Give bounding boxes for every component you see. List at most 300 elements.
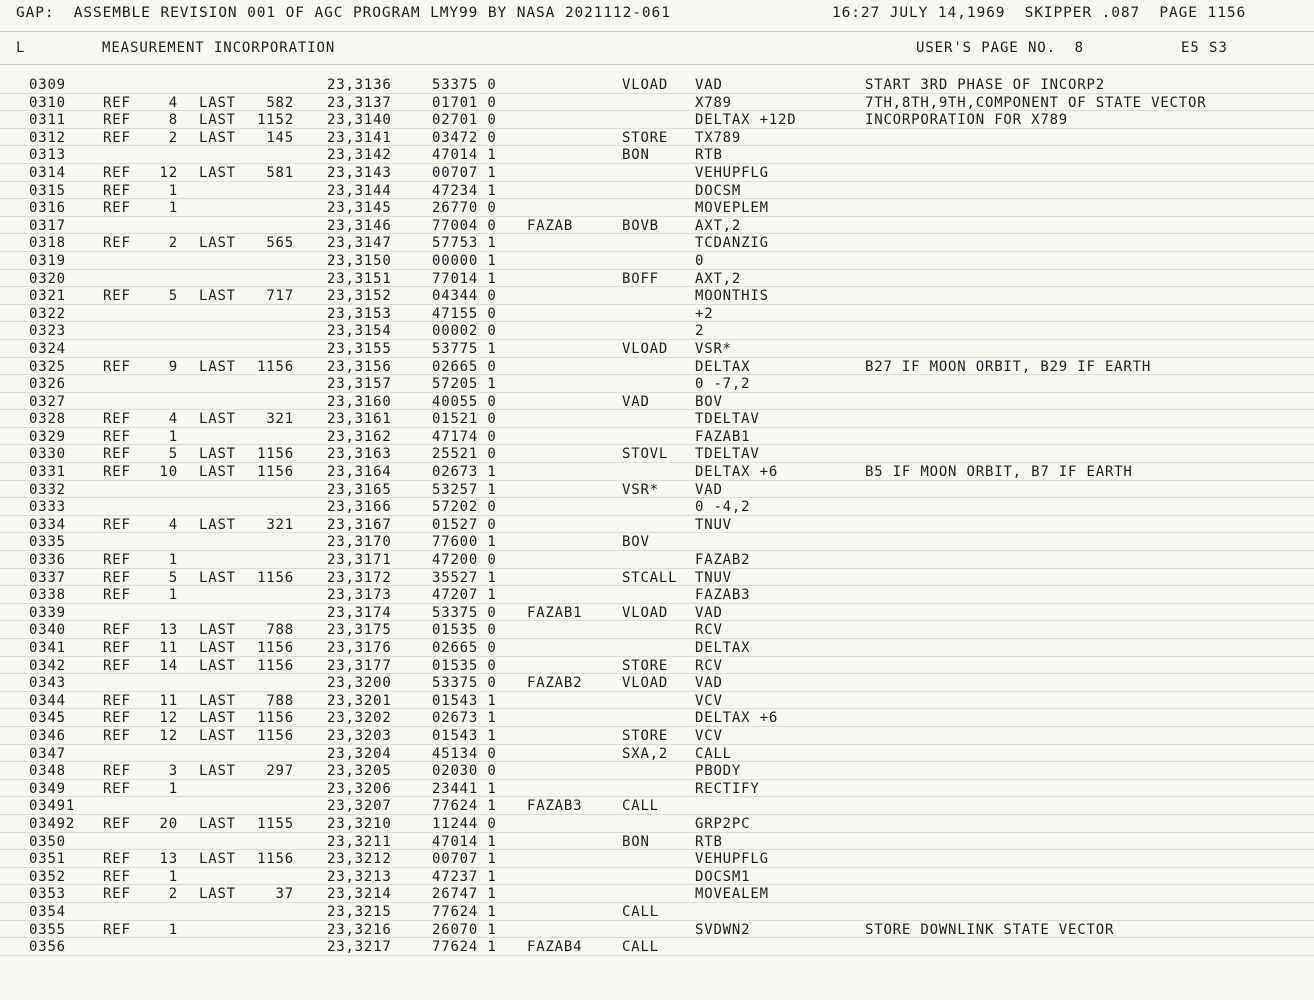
line-number: 0320 <box>29 270 66 287</box>
opcode: BON <box>622 833 650 850</box>
octal-word: 47174 0 <box>432 428 497 445</box>
octal-word: 77624 1 <box>432 798 497 815</box>
operand: 2 <box>695 323 705 340</box>
octal-word: 01527 0 <box>432 516 497 533</box>
address: 23,3152 <box>327 288 392 305</box>
listing-row <box>0 94 1314 112</box>
line-number: 0340 <box>29 622 66 639</box>
ref-keyword: REF <box>103 464 131 481</box>
ref-count: 11 <box>159 640 178 656</box>
ref-count: 2 <box>168 235 178 252</box>
last-keyword: LAST <box>199 446 236 463</box>
address: 23,3217 <box>327 939 392 956</box>
user-page-number: USER'S PAGE NO. 8 <box>916 40 1084 56</box>
ref-count: 12 <box>159 710 178 727</box>
octal-word: 26770 0 <box>432 200 497 217</box>
address: 23,3163 <box>327 446 392 463</box>
operand: DELTAX <box>695 358 751 375</box>
listing-row <box>0 358 1314 376</box>
address: 23,3156 <box>327 358 392 375</box>
listing-row <box>0 762 1314 780</box>
octal-word: 00002 0 <box>432 323 497 340</box>
operand: X789 <box>695 94 732 111</box>
octal-word: 57753 1 <box>432 235 497 252</box>
address: 23,3201 <box>327 692 392 709</box>
last-keyword: LAST <box>199 622 236 639</box>
listing-row <box>0 938 1314 956</box>
operand: TNUV <box>695 569 732 586</box>
listing-row <box>0 639 1314 657</box>
listing-row <box>0 833 1314 851</box>
address: 23,3136 <box>327 77 392 93</box>
operand: PBODY <box>695 763 742 780</box>
ref-count: 3 <box>168 763 178 780</box>
last-keyword: LAST <box>199 358 236 375</box>
line-number: 0350 <box>29 833 66 850</box>
octal-word: 00707 1 <box>432 164 497 181</box>
line-number: 0311 <box>29 112 66 129</box>
section-title: MEASUREMENT INCORPORATION <box>102 40 336 56</box>
line-number: 0353 <box>29 886 66 903</box>
address: 23,3146 <box>327 217 392 234</box>
address: 23,3207 <box>327 798 392 815</box>
line-number: 0310 <box>29 94 66 111</box>
opcode: CALL <box>622 939 659 956</box>
listing-row <box>0 815 1314 833</box>
line-number: 0325 <box>29 358 66 375</box>
last-page: 1152 <box>257 112 294 129</box>
octal-word: 77004 0 <box>432 217 497 234</box>
address: 23,3214 <box>327 886 392 903</box>
comment: B27 IF MOON ORBIT, B29 IF EARTH <box>865 358 1152 375</box>
operand: FAZAB2 <box>695 552 751 569</box>
ref-keyword: REF <box>103 727 131 744</box>
last-keyword: LAST <box>199 112 236 129</box>
last-keyword: LAST <box>199 710 236 727</box>
last-keyword: LAST <box>199 569 236 586</box>
operand: AXT,2 <box>695 270 742 287</box>
listing-row <box>0 569 1314 587</box>
comment: INCORPORATION FOR X789 <box>865 112 1069 129</box>
octal-word: 53375 0 <box>432 77 497 93</box>
octal-word: 03472 0 <box>432 129 497 146</box>
address: 23,3143 <box>327 164 392 181</box>
listing-row <box>0 234 1314 252</box>
last-keyword: LAST <box>199 763 236 780</box>
listing-row <box>0 551 1314 569</box>
line-number: 0343 <box>29 675 66 692</box>
octal-word: 01701 0 <box>432 94 497 111</box>
listing-row <box>0 252 1314 270</box>
operand: TDELTAV <box>695 411 760 428</box>
ref-keyword: REF <box>103 763 131 780</box>
ref-keyword: REF <box>103 200 131 217</box>
address: 23,3203 <box>327 727 392 744</box>
listing-row <box>0 287 1314 305</box>
address: 23,3140 <box>327 112 392 129</box>
listing-row <box>0 903 1314 921</box>
last-keyword: LAST <box>199 464 236 481</box>
ref-count: 1 <box>168 780 178 797</box>
listing-row <box>0 885 1314 903</box>
operand: +2 <box>695 305 714 322</box>
last-page: 321 <box>266 516 294 533</box>
operand: DOCSM1 <box>695 868 751 885</box>
ref-count: 5 <box>168 288 178 305</box>
operand: GRP2PC <box>695 815 751 832</box>
last-page: 1156 <box>257 569 294 586</box>
last-keyword: LAST <box>199 727 236 744</box>
listing-row <box>0 146 1314 164</box>
octal-word: 77624 1 <box>432 939 497 956</box>
line-number: 0312 <box>29 129 66 146</box>
octal-word: 53257 1 <box>432 481 497 498</box>
address: 23,3173 <box>327 587 392 604</box>
last-keyword: LAST <box>199 640 236 656</box>
opcode: BOVB <box>622 217 659 234</box>
opcode: STORE <box>622 129 669 146</box>
opcode: VLOAD <box>622 77 669 93</box>
line-number: 0347 <box>29 745 66 762</box>
line-number: 0317 <box>29 217 66 234</box>
address: 23,3213 <box>327 868 392 885</box>
listing-row <box>0 868 1314 886</box>
last-keyword: LAST <box>199 288 236 305</box>
listing-row <box>0 498 1314 516</box>
last-page: 1156 <box>257 657 294 674</box>
octal-word: 02673 1 <box>432 710 497 727</box>
operand: RCV <box>695 657 723 674</box>
ref-keyword: REF <box>103 94 131 111</box>
ref-count: 12 <box>159 164 178 181</box>
listing-row <box>0 586 1314 604</box>
listing-row <box>0 217 1314 235</box>
last-page: 297 <box>266 763 294 780</box>
address: 23,3176 <box>327 640 392 656</box>
opcode: CALL <box>622 798 659 815</box>
listing-row <box>0 182 1314 200</box>
listing-row <box>0 850 1314 868</box>
listing-row <box>0 657 1314 675</box>
octal-word: 47237 1 <box>432 868 497 885</box>
listing-row <box>0 516 1314 534</box>
line-number: 03492 <box>29 815 76 832</box>
operand: FAZAB1 <box>695 428 751 445</box>
line-number: 0326 <box>29 376 66 393</box>
operand: 0 -7,2 <box>695 376 751 393</box>
operand: VCV <box>695 692 723 709</box>
ref-keyword: REF <box>103 780 131 797</box>
ref-count: 2 <box>168 886 178 903</box>
operand: BOV <box>695 393 723 410</box>
ref-keyword: REF <box>103 815 131 832</box>
listing-row <box>0 164 1314 182</box>
line-number: 0319 <box>29 252 66 269</box>
operand: DELTAX +6 <box>695 464 779 481</box>
operand: TCDANZIG <box>695 235 769 252</box>
ref-keyword: REF <box>103 358 131 375</box>
last-page: 1156 <box>257 851 294 868</box>
octal-word: 23441 1 <box>432 780 497 797</box>
header-timestamp-page: 16:27 JULY 14,1969 SKIPPER .087 PAGE 1156 <box>832 5 1247 21</box>
listing-row <box>0 692 1314 710</box>
listing-row <box>0 709 1314 727</box>
listing-row <box>0 727 1314 745</box>
comment: START 3RD PHASE OF INCORP2 <box>865 77 1105 93</box>
operand: FAZAB3 <box>695 587 751 604</box>
ref-count: 13 <box>159 851 178 868</box>
operand: DELTAX +6 <box>695 710 779 727</box>
line-number: 0321 <box>29 288 66 305</box>
ref-keyword: REF <box>103 710 131 727</box>
ref-count: 1 <box>168 921 178 938</box>
listing-row <box>0 797 1314 815</box>
ref-count: 14 <box>159 657 178 674</box>
ref-keyword: REF <box>103 587 131 604</box>
last-page: 565 <box>266 235 294 252</box>
address: 23,3204 <box>327 745 392 762</box>
opcode: VLOAD <box>622 604 669 621</box>
operand: VAD <box>695 675 723 692</box>
address: 23,3216 <box>327 921 392 938</box>
ref-count: 13 <box>159 622 178 639</box>
listing-row <box>0 780 1314 798</box>
ref-count: 1 <box>168 552 178 569</box>
address: 23,3212 <box>327 851 392 868</box>
address: 23,3211 <box>327 833 392 850</box>
ref-count: 11 <box>159 692 178 709</box>
octal-word: 04344 0 <box>432 288 497 305</box>
operand: VEHUPFLG <box>695 851 769 868</box>
line-number: 0333 <box>29 499 66 516</box>
line-number: 0324 <box>29 340 66 357</box>
symbol-label: FAZAB1 <box>527 604 583 621</box>
address: 23,3167 <box>327 516 392 533</box>
address: 23,3215 <box>327 903 392 920</box>
last-page: 1155 <box>257 815 294 832</box>
octal-word: 02665 0 <box>432 358 497 375</box>
opcode: BON <box>622 147 650 164</box>
operand: VAD <box>695 604 723 621</box>
address: 23,3150 <box>327 252 392 269</box>
operand: MOONTHIS <box>695 288 769 305</box>
line-number: 0352 <box>29 868 66 885</box>
listing-row <box>0 76 1314 94</box>
ref-count: 4 <box>168 411 178 428</box>
last-page: 788 <box>266 622 294 639</box>
page-header <box>16 5 1306 25</box>
ref-keyword: REF <box>103 868 131 885</box>
operand: 0 <box>695 252 705 269</box>
address: 23,3160 <box>327 393 392 410</box>
line-number: 0329 <box>29 428 66 445</box>
ref-keyword: REF <box>103 622 131 639</box>
address: 23,3137 <box>327 94 392 111</box>
listing-row <box>0 533 1314 551</box>
octal-word: 40055 0 <box>432 393 497 410</box>
ref-keyword: REF <box>103 235 131 252</box>
operand: VSR* <box>695 340 732 357</box>
line-number: 0318 <box>29 235 66 252</box>
address: 23,3170 <box>327 534 392 551</box>
listing-row <box>0 111 1314 129</box>
section-divider <box>0 64 1314 65</box>
listing-row <box>0 604 1314 622</box>
last-page: 1156 <box>257 727 294 744</box>
operand: VEHUPFLG <box>695 164 769 181</box>
octal-word: 77014 1 <box>432 270 497 287</box>
line-number: 0346 <box>29 727 66 744</box>
comment: STORE DOWNLINK STATE VECTOR <box>865 921 1115 938</box>
address: 23,3165 <box>327 481 392 498</box>
address: 23,3166 <box>327 499 392 516</box>
last-page: 1156 <box>257 446 294 463</box>
address: 23,3177 <box>327 657 392 674</box>
last-keyword: LAST <box>199 411 236 428</box>
line-number: 0328 <box>29 411 66 428</box>
opcode: BOFF <box>622 270 659 287</box>
last-keyword: LAST <box>199 164 236 181</box>
address: 23,3153 <box>327 305 392 322</box>
octal-word: 77624 1 <box>432 903 497 920</box>
last-keyword: LAST <box>199 94 236 111</box>
octal-word: 57202 0 <box>432 499 497 516</box>
last-keyword: LAST <box>199 516 236 533</box>
ref-count: 10 <box>159 464 178 481</box>
octal-word: 02673 1 <box>432 464 497 481</box>
listing-row <box>0 199 1314 217</box>
line-number: 0327 <box>29 393 66 410</box>
ref-keyword: REF <box>103 428 131 445</box>
address: 23,3202 <box>327 710 392 727</box>
line-number: 0338 <box>29 587 66 604</box>
symbol-label: FAZAB3 <box>527 798 583 815</box>
line-number: 0323 <box>29 323 66 340</box>
opcode: STOVL <box>622 446 669 463</box>
operand: VCV <box>695 727 723 744</box>
line-number: 0332 <box>29 481 66 498</box>
line-number: 0316 <box>29 200 66 217</box>
octal-word: 26070 1 <box>432 921 497 938</box>
octal-word: 47200 0 <box>432 552 497 569</box>
line-number: 0337 <box>29 569 66 586</box>
octal-word: 25521 0 <box>432 446 497 463</box>
operand: RTB <box>695 147 723 164</box>
ref-count: 9 <box>168 358 178 375</box>
operand: TNUV <box>695 516 732 533</box>
operand: VAD <box>695 77 723 93</box>
line-number: 0313 <box>29 147 66 164</box>
address: 23,3210 <box>327 815 392 832</box>
address: 23,3161 <box>327 411 392 428</box>
octal-word: 53775 1 <box>432 340 497 357</box>
ref-count: 4 <box>168 516 178 533</box>
octal-word: 01543 1 <box>432 727 497 744</box>
address: 23,3175 <box>327 622 392 639</box>
opcode: VSR* <box>622 481 659 498</box>
line-number: 0341 <box>29 640 66 656</box>
last-page: 145 <box>266 129 294 146</box>
operand: SVDWN2 <box>695 921 751 938</box>
address: 23,3171 <box>327 552 392 569</box>
operand: CALL <box>695 745 732 762</box>
octal-word: 02701 0 <box>432 112 497 129</box>
ref-count: 4 <box>168 94 178 111</box>
address: 23,3154 <box>327 323 392 340</box>
octal-word: 57205 1 <box>432 376 497 393</box>
header-divider <box>0 31 1314 32</box>
last-page: 1156 <box>257 710 294 727</box>
address: 23,3200 <box>327 675 392 692</box>
line-number: 0348 <box>29 763 66 780</box>
last-keyword: LAST <box>199 235 236 252</box>
listing-rows <box>0 76 1314 956</box>
line-number: 0330 <box>29 446 66 463</box>
listing-row <box>0 481 1314 499</box>
last-page: 1156 <box>257 358 294 375</box>
last-page: 321 <box>266 411 294 428</box>
line-number: 0342 <box>29 657 66 674</box>
line-number: 0344 <box>29 692 66 709</box>
ref-keyword: REF <box>103 164 131 181</box>
listing-row <box>0 270 1314 288</box>
ref-keyword: REF <box>103 657 131 674</box>
operand: VAD <box>695 481 723 498</box>
ref-keyword: REF <box>103 446 131 463</box>
listing-row <box>0 340 1314 358</box>
ref-keyword: REF <box>103 516 131 533</box>
ref-keyword: REF <box>103 921 131 938</box>
line-number: 0354 <box>29 903 66 920</box>
section-code: E5 S3 <box>1181 40 1228 56</box>
last-keyword: LAST <box>199 692 236 709</box>
ref-count: 5 <box>168 446 178 463</box>
opcode: VAD <box>622 393 650 410</box>
address: 23,3157 <box>327 376 392 393</box>
address: 23,3141 <box>327 129 392 146</box>
last-page: 1156 <box>257 640 294 656</box>
address: 23,3147 <box>327 235 392 252</box>
comment: 7TH,8TH,9TH,COMPONENT OF STATE VECTOR <box>865 94 1207 111</box>
header-assembly-info: GAP: ASSEMBLE REVISION 001 OF AGC PROGRAM LMY99 BY NASA 2021112-061 <box>16 5 671 21</box>
address: 23,3174 <box>327 604 392 621</box>
ref-count: 1 <box>168 428 178 445</box>
address: 23,3144 <box>327 182 392 199</box>
operand: TX789 <box>695 129 742 146</box>
octal-word: 47014 1 <box>432 147 497 164</box>
listing-row <box>0 393 1314 411</box>
address: 23,3205 <box>327 763 392 780</box>
ref-count: 2 <box>168 129 178 146</box>
listing-row <box>0 305 1314 323</box>
octal-word: 01535 0 <box>432 657 497 674</box>
symbol-label: FAZAB4 <box>527 939 583 956</box>
operand: AXT,2 <box>695 217 742 234</box>
operand: RECTIFY <box>695 780 760 797</box>
listing-row <box>0 428 1314 446</box>
operand: MOVEALEM <box>695 886 769 903</box>
line-number: 0355 <box>29 921 66 938</box>
octal-word: 47234 1 <box>432 182 497 199</box>
operand: DOCSM <box>695 182 742 199</box>
listing-row <box>0 322 1314 340</box>
address: 23,3164 <box>327 464 392 481</box>
listing-row <box>0 375 1314 393</box>
octal-word: 47014 1 <box>432 833 497 850</box>
operand: RTB <box>695 833 723 850</box>
line-number: 03491 <box>29 798 76 815</box>
last-page: 581 <box>266 164 294 181</box>
